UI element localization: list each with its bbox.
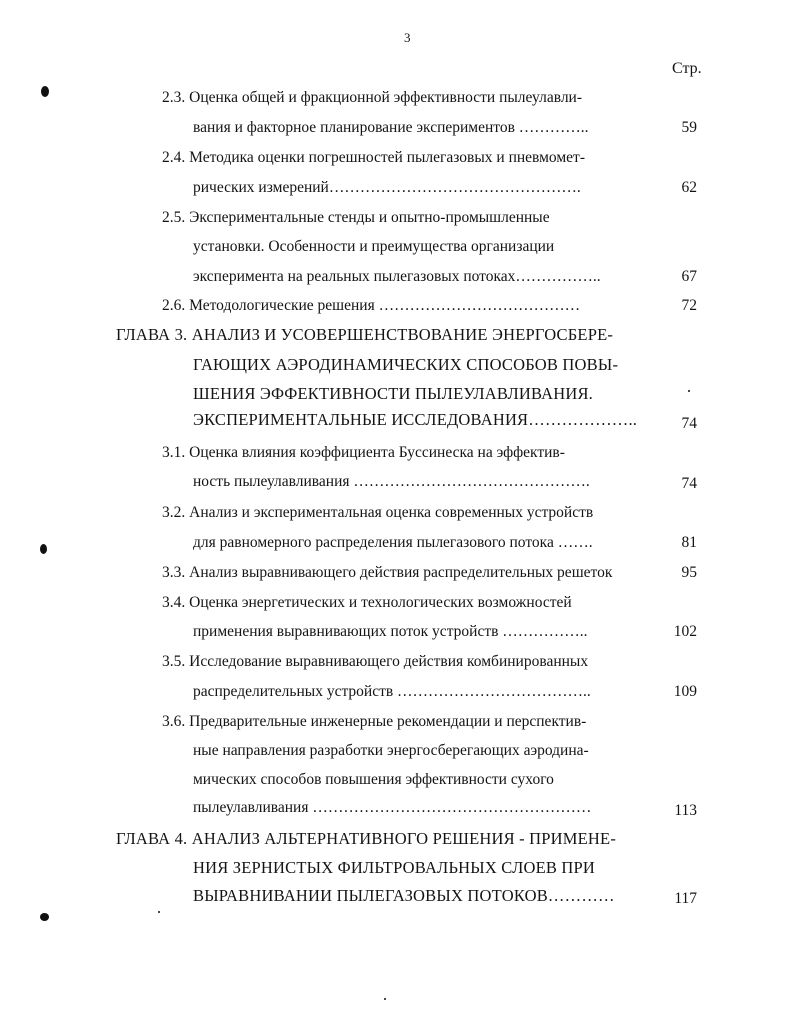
toc-page-3-5: 109 xyxy=(673,683,697,700)
toc-entry-3-5-line-2: распределительных устройств ……………………………….. xyxy=(193,683,591,700)
toc-entry-2-5-line-2: установки. Особенности и преимущества организации xyxy=(193,238,555,255)
toc-chapter-4-line-2: НИЯ ЗЕРНИСТЫХ ФИЛЬТРОВАЛЬНЫХ СЛОЕВ ПРИ xyxy=(193,858,595,877)
toc-page-3-2: 81 xyxy=(681,534,697,551)
toc-entry-2-6: 2.6. Методологические решения ………………………………… xyxy=(162,297,581,314)
toc-page-3-4: 102 xyxy=(673,623,697,640)
toc-page-2-5: 67 xyxy=(681,268,697,285)
toc-page-2-4: 62 xyxy=(681,179,697,196)
toc-entry-3-6-line-4: пылеулавливания ……………………………………………… xyxy=(193,799,592,816)
toc-entry-2-4-line-1: 2.4. Методика оценки погрешностей пылегазовых и пневмомет- xyxy=(162,149,585,166)
toc-page-3-1: 74 xyxy=(681,475,697,492)
toc-entry-2-3-line-1: 2.3. Оценка общей и фракционной эффективности пылеулавли- xyxy=(162,89,583,106)
toc-entry-3-5-line-1: 3.5. Исследование выравнивающего действия комбинированных xyxy=(162,653,589,670)
toc-chapter-3-line-4: ЭКСПЕРИМЕНТАЛЬНЫЕ ИССЛЕДОВАНИЯ……………….. xyxy=(193,410,638,429)
toc-entry-3-6-line-2: ные направления разработки энергосберегающих аэродина- xyxy=(193,742,589,759)
toc-entry-3-2-line-2: для равномерного распределения пылегазового потока ……. xyxy=(193,534,593,551)
toc-chapter-4-line-3: ВЫРАВНИВАНИИ ПЫЛЕГАЗОВЫХ ПОТОКОВ………… xyxy=(193,886,615,905)
toc-entry-3-6-line-1: 3.6. Предварительные инженерные рекомендации и перспектив- xyxy=(162,713,587,730)
toc-chapter-3-line-1: ГЛАВА 3. АНАЛИЗ И УСОВЕРШЕНСТВОВАНИЕ ЭНЕРГОСБЕРЕ- xyxy=(116,325,614,344)
toc-page-2-6: 72 xyxy=(681,297,697,314)
toc-entry-3-4-line-2: применения выравнивающих поток устройств …………….. xyxy=(193,623,588,640)
page-number: 3 xyxy=(404,30,411,45)
toc-chapter-3-line-3: ШЕНИЯ ЭФФЕКТИВНОСТИ ПЫЛЕУЛАВЛИВАНИЯ. xyxy=(193,384,594,403)
toc-entry-3-2-line-1: 3.2. Анализ и экспериментальная оценка современных устройств xyxy=(162,504,594,521)
toc-entry-3-1-line-1: 3.1. Оценка влияния коэффициента Буссинеска на эффектив- xyxy=(162,444,565,461)
toc-entry-3-1-line-2: ность пылеулавливания ………………………………………. xyxy=(193,473,590,490)
page-column-header: Стр. xyxy=(672,60,702,77)
toc-page-3-6: 113 xyxy=(674,802,697,819)
toc-entry-2-5-line-1: 2.5. Экспериментальные стенды и опытно-промышленные xyxy=(162,209,550,226)
scan-speck xyxy=(41,86,49,97)
toc-entry-2-3-line-2: вания и факторное планирование экспериментов ………….. xyxy=(193,119,589,136)
scan-speck xyxy=(384,998,386,1000)
scan-speck xyxy=(40,913,49,921)
scan-speck xyxy=(158,911,160,913)
toc-page-3-3: 95 xyxy=(681,564,697,581)
scan-speck xyxy=(688,390,690,392)
toc-page-chapter-3: 74 xyxy=(681,415,697,432)
toc-page-2-3: 59 xyxy=(681,119,697,136)
toc-entry-3-4-line-1: 3.4. Оценка энергетических и технологических возможностей xyxy=(162,594,572,611)
toc-entry-2-4-line-2: рических измерений…………………………………………. xyxy=(193,179,581,196)
toc-chapter-3-line-2: ГАЮЩИХ АЭРОДИНАМИЧЕСКИХ СПОСОБОВ ПОВЫ- xyxy=(193,355,619,374)
scan-speck xyxy=(40,544,47,554)
toc-entry-3-6-line-3: мических способов повышения эффективности сухого xyxy=(193,771,554,788)
toc-page-chapter-4: 117 xyxy=(674,890,697,907)
toc-entry-3-3: 3.3. Анализ выравнивающего действия распределительных решеток xyxy=(162,564,613,581)
toc-chapter-4-line-1: ГЛАВА 4. АНАЛИЗ АЛЬТЕРНАТИВНОГО РЕШЕНИЯ - ПРИМЕНЕ- xyxy=(116,829,617,848)
toc-entry-2-5-line-3: эксперимента на реальных пылегазовых потоках…………….. xyxy=(193,268,601,285)
